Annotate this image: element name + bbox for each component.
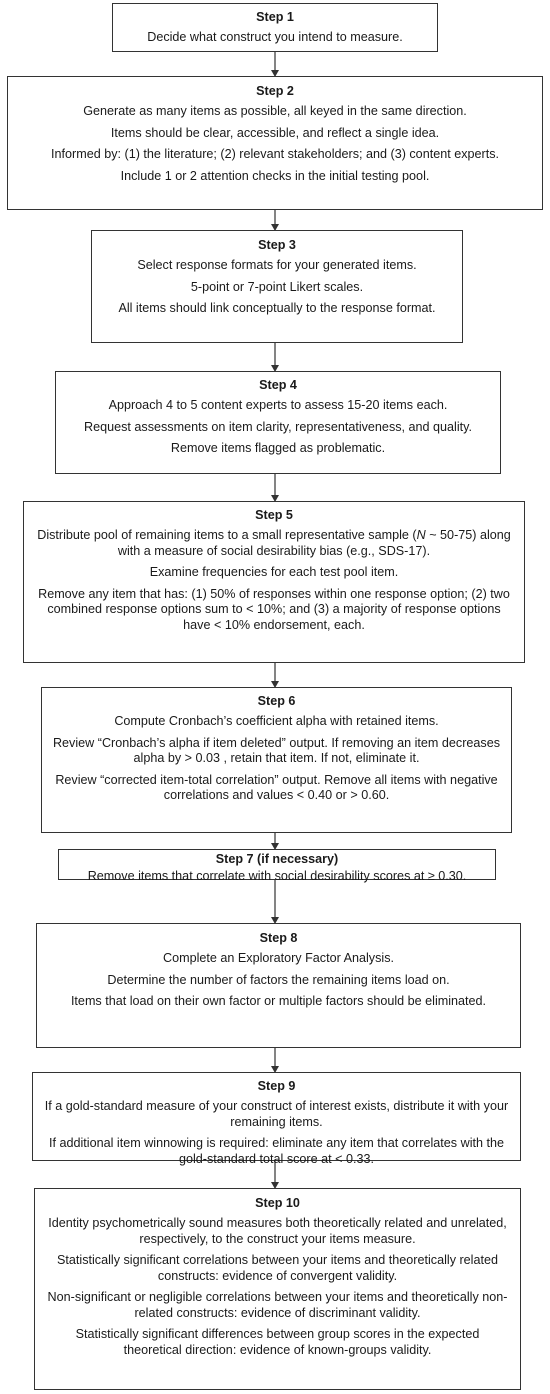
step-5-box bbox=[23, 501, 525, 663]
step-9-title: Step 9 bbox=[257, 1079, 296, 1093]
step-6-line-2: Review “Cronbach’s alpha if item deleted” output. If removing an item decreases alpha by > 0.03 , retain that item. If not, eliminate it. bbox=[52, 735, 501, 765]
step-3-title: Step 3 bbox=[258, 238, 296, 252]
step-5-title: Step 5 bbox=[255, 508, 293, 522]
step-8-box bbox=[36, 923, 521, 1048]
step-3-line-2: 5-point or 7-point Likert scales. bbox=[190, 279, 364, 294]
step-2-line-3: Informed by: (1) the literature; (2) relevant stakeholders; and (3) content experts. bbox=[51, 147, 499, 161]
step-2-line-1: Generate as many items as possible, all keyed in the same direction. bbox=[83, 104, 467, 118]
step-4-line-3: Remove items flagged as problematic. bbox=[170, 441, 386, 455]
step-6-line-3: Review “corrected item-total correlation” output. Remove all items with negative correlations and values < 0.40 or > 0.60. bbox=[55, 772, 498, 802]
step-3-line-3: All items should link conceptually to the response format. bbox=[118, 301, 436, 315]
step-2-title: Step 2 bbox=[256, 84, 294, 98]
step-4-line-2: Request assessments on item clarity, representativeness, and quality. bbox=[83, 419, 473, 434]
step-6-line-1: Compute Cronbach’s coefficient alpha with retained items. bbox=[114, 714, 439, 728]
step-9-line-2: If additional item winnowing is required: eliminate any item that correlates with the gold-standard total score at < 0.33. bbox=[49, 1136, 504, 1166]
step-4-line-1: Approach 4 to 5 content experts to assess 15-20 items each. bbox=[108, 398, 448, 412]
step-8-line-2: Determine the number of factors the remaining items load on. bbox=[107, 972, 450, 987]
step-3-line-1: Select response formats for your generated items. bbox=[137, 258, 417, 272]
step-4-box bbox=[55, 371, 501, 474]
step-6-title: Step 6 bbox=[257, 694, 296, 708]
step-9-line-1: If a gold-standard measure of your construct of interest exists, distribute it with your remaining items. bbox=[44, 1099, 509, 1129]
step-5-line-1-em: N bbox=[416, 528, 426, 542]
step-8-title: Step 8 bbox=[259, 931, 298, 945]
step-5-line-1-pre: Distribute pool of remaining items to a small representative sample ( bbox=[37, 528, 417, 542]
step-5-line-3: Remove any item that has: (1) 50% of responses within one response option; (2) two combined response options sum to < 10%; and (3) a majority of response options have < 10% endorsement, each. bbox=[38, 586, 510, 632]
step-10-box bbox=[34, 1188, 521, 1390]
step-5-line-1-post: ~ 50-75) along with a measure of social desirability bias (e.g., SDS-17). bbox=[117, 528, 511, 558]
step-1-box bbox=[112, 3, 438, 52]
step-2-line-4: Include 1 or 2 attention checks in the initial testing pool. bbox=[120, 168, 430, 183]
step-7-line-1: Remove items that correlate with social desirability scores at ≥ 0.30. bbox=[87, 869, 467, 883]
step-10-line-2: Statistically significant correlations between your items and theoretically related constructs: evidence of convergent validity. bbox=[57, 1253, 498, 1283]
step-1-title: Step 1 bbox=[256, 10, 294, 24]
step-7-title: Step 7 (if necessary) bbox=[215, 852, 339, 866]
step-10-line-1: Identity psychometrically sound measures both theoretically related and unrelated, respectively, to the construct your items measure. bbox=[48, 1216, 507, 1246]
step-3-box bbox=[91, 230, 463, 343]
step-9-box bbox=[32, 1072, 521, 1166]
step-5-line-1 bbox=[32, 528, 516, 559]
step-5-line-2: Examine frequencies for each test pool item. bbox=[149, 565, 399, 579]
step-8-line-3: Items that load on their own factor or multiple factors should be eliminated. bbox=[70, 994, 487, 1008]
step-2-line-2: Items should be clear, accessible, and reflect a single idea. bbox=[110, 125, 440, 140]
step-10-line-4: Statistically significant differences between group scores in the expected theoretical direction: evidence of known-groups validity. bbox=[75, 1327, 480, 1357]
step-1-line-1: Decide what construct you intend to measure. bbox=[147, 30, 403, 44]
step-6-box bbox=[41, 687, 512, 833]
step-10-line-3: Non-significant or negligible correlations between your items and theoretically non-related constructs: evidence of discriminant validity. bbox=[47, 1290, 508, 1320]
step-2-box bbox=[7, 76, 543, 210]
step-10-title: Step 10 bbox=[255, 1196, 300, 1210]
step-4-title: Step 4 bbox=[259, 378, 297, 392]
step-7-box bbox=[58, 849, 496, 883]
step-8-line-1: Complete an Exploratory Factor Analysis. bbox=[163, 951, 394, 965]
